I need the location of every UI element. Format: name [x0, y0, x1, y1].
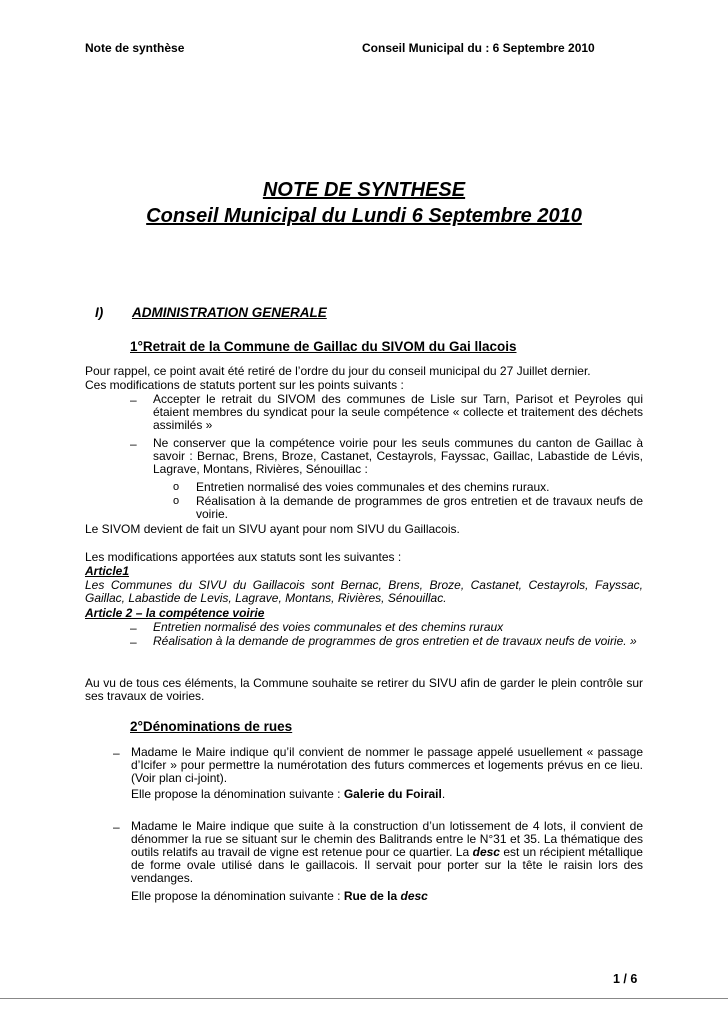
- section-heading: ADMINISTRATION GENERALE: [132, 305, 327, 320]
- page-divider: [0, 998, 728, 999]
- list-item: Réalisation à la demande de programmes de gros entretien et de travaux neufs de voirie. »: [153, 634, 637, 648]
- page-title: NOTE DE SYNTHESE: [262, 179, 466, 201]
- list-item: Madame le Maire indique que suite à la construction d’un lotissement de 4 lots, il convient de dénommer la rue se situant sur le chemin des Balitrands entre le N°31 et 35. La thématique des outils relatifs au travail de vigne est retenue pour ce quartier. La desc est un récipient métallique de forme ovale utilisé dans le gaillacois. Il servait pour porter sur la tête le raisin lors des vendanges.: [131, 819, 643, 885]
- list-item: Réalisation à la demande de programmes de gros entretien et de travaux neufs de voirie.: [196, 494, 643, 521]
- article-title: Article 2 – la compétence voirie: [85, 606, 265, 620]
- article-text: Les Communes du SIVU du Gaillacois sont Bernac, Brens, Broze, Castanet, Cestayrols, Fayssac, Gaillac, Labastide de Levis, Lagrave, Montans, Rivières, Sénouillac.: [85, 578, 643, 605]
- dash-bullet: –: [130, 635, 137, 649]
- subsection-heading-2: 2°Dénominations de rues: [130, 719, 293, 734]
- dash-bullet: –: [113, 746, 120, 760]
- dash-bullet: –: [130, 621, 137, 635]
- dash-bullet: –: [130, 393, 137, 407]
- paragraph: Le SIVOM devient de fait un SIVU ayant pour nom SIVU du Gaillacois.: [85, 522, 460, 536]
- section-number: I): [95, 305, 104, 320]
- page-subtitle: Conseil Municipal du Lundi 6 Septembre 2010: [146, 205, 582, 227]
- proposal-line: Elle propose la dénomination suivante : Rue de la desc: [131, 889, 428, 903]
- header-left: Note de synthèse: [85, 41, 185, 55]
- paragraph: Au vu de tous ces éléments, la Commune souhaite se retirer du SIVU afin de garder le plein contrôle sur ses travaux de voiries.: [85, 676, 643, 703]
- paragraph: Ces modifications de statuts portent sur les points suivants :: [85, 378, 404, 392]
- circle-bullet: o: [173, 495, 180, 507]
- page-number: 1 / 6: [613, 972, 638, 986]
- paragraph: Les modifications apportées aux statuts sont les suivantes :: [85, 550, 402, 564]
- proposal-line: Elle propose la dénomination suivante : Galerie du Foirail.: [131, 787, 446, 801]
- dash-bullet: –: [130, 437, 137, 451]
- article-title: Article1: [85, 564, 130, 578]
- circle-bullet: o: [173, 481, 180, 493]
- subsection-heading-1: 1°Retrait de la Commune de Gaillac du SIVOM du Gai llacois: [130, 339, 517, 354]
- list-item: Ne conserver que la compétence voirie pour les seuls communes du canton de Gaillac à savoir : Bernac, Brens, Broze, Castanet, Cestayrols, Fayssac, Gaillac, Labastide de Lévis, Lagrave, Montans, Rivières, Sénouillac :: [153, 436, 643, 476]
- list-item: Madame le Maire indique qu’il convient de nommer le passage appelé usuellement « passage d’Icifer » pour permettre la numérotation des futurs commerces et logements prévus en ce lieu. (Voir plan ci-joint).: [131, 745, 643, 785]
- dash-bullet: –: [113, 820, 120, 834]
- paragraph: Pour rappel, ce point avait été retiré de l’ordre du jour du conseil municipal du 27 Juillet dernier.: [85, 364, 591, 378]
- list-item: Entretien normalisé des voies communales et des chemins ruraux: [153, 620, 504, 634]
- list-item: Accepter le retrait du SIVOM des communes de Lisle sur Tarn, Parisot et Peyroles qui étaient membres du syndicat pour la seule compétence « collecte et traitement des déchets assimilés »: [153, 392, 643, 432]
- list-item: Entretien normalisé des voies communales et des chemins ruraux.: [196, 480, 550, 494]
- header-right: Conseil Municipal du : 6 Septembre 2010: [362, 41, 595, 55]
